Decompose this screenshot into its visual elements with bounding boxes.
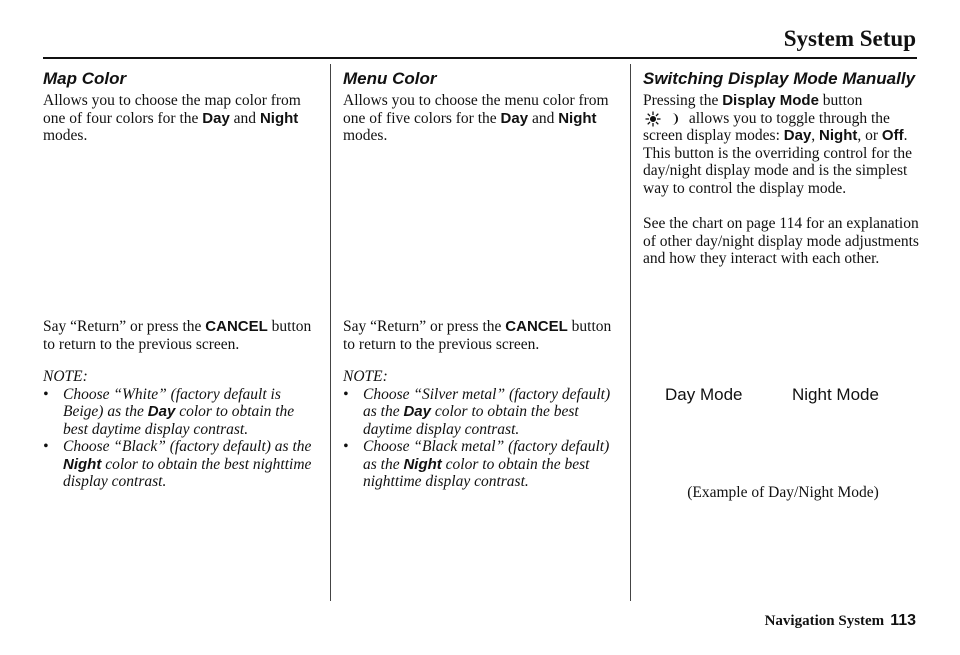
display-mode-label: Display Mode <box>722 92 819 109</box>
column-divider <box>630 64 631 601</box>
section-heading: Map Color <box>43 69 127 88</box>
note-block <box>43 368 318 491</box>
bullet-icon: • <box>43 385 49 403</box>
text: Say “Return” or press the <box>343 318 506 335</box>
return-instruction <box>343 318 618 353</box>
text: modes. <box>343 127 388 144</box>
text: color to obtain the best daytime display contrast. <box>63 403 295 438</box>
day-mode-label: Day Mode <box>665 385 743 404</box>
text: Choose “Black” (factory default) as the <box>63 438 312 455</box>
section-heading: Switching Display Mode Manually <box>643 69 916 88</box>
text: , or <box>857 127 882 144</box>
cancel-label: CANCEL <box>205 318 268 335</box>
off-label: Off <box>881 127 904 144</box>
map-color-section <box>43 68 318 490</box>
bullet-icon: • <box>343 385 349 403</box>
note-list <box>343 386 618 491</box>
night-label: Night <box>819 127 858 144</box>
menu-color-intro <box>343 92 618 145</box>
text: color to obtain the best nighttime display contrast. <box>363 455 590 490</box>
night-label: Night <box>558 109 597 127</box>
text: button to return to the previous screen. <box>43 318 312 353</box>
text: Choose “Black metal” (factory default) as the <box>363 438 610 473</box>
menu-color-section <box>343 68 618 490</box>
text: modes. <box>43 127 88 144</box>
text: . This button is the overriding control for the day/night display mode and is the simplest way to control the display mode. <box>643 127 913 197</box>
note-block <box>343 368 618 491</box>
day-label: Day <box>147 403 176 420</box>
note-label: NOTE: <box>343 368 388 385</box>
column-divider <box>330 64 331 601</box>
night-label: Night <box>403 455 442 473</box>
page-header <box>0 0 960 60</box>
text: color to obtain the best nighttime display contrast. <box>63 455 312 490</box>
text: and <box>229 109 260 127</box>
night-label: Night <box>63 455 102 473</box>
text: Allows you to choose the menu color from one of five colors for the <box>343 92 609 127</box>
night-label: Night <box>259 109 299 127</box>
book-title: Navigation System <box>764 613 885 629</box>
day-label: Day <box>403 403 431 420</box>
text: Choose “White” (factory default is Beige) as the <box>63 385 281 420</box>
map-color-intro <box>43 92 318 145</box>
bullet-icon: • <box>43 438 49 455</box>
list-item <box>343 386 618 439</box>
text: color to obtain the best daytime display contrast. <box>363 403 579 438</box>
chart-reference-paragraph: See the chart on page 114 for an explanation of other day/night display mode adjustments and how they interact with each other. <box>643 215 919 267</box>
page-title: System Setup <box>783 26 916 51</box>
text: Pressing the <box>643 92 723 109</box>
switching-display-section <box>643 68 923 268</box>
switching-paragraph <box>643 92 923 197</box>
cancel-label: CANCEL <box>505 318 568 335</box>
bullet-icon: • <box>343 438 349 455</box>
text: button <box>818 92 863 109</box>
note-label: NOTE: <box>43 368 88 385</box>
list-item <box>343 438 618 491</box>
sun-moon-icon <box>645 111 685 127</box>
text: Say “Return” or press the <box>43 318 206 335</box>
day-label: Day <box>783 127 812 144</box>
text: Choose “Silver metal” (factory default) as the <box>363 385 611 420</box>
text: , <box>811 127 820 144</box>
page-footer <box>765 612 916 630</box>
list-item <box>43 438 318 491</box>
day-label: Day <box>500 109 529 127</box>
note-list <box>43 386 318 491</box>
night-mode-label: Night Mode <box>792 385 879 404</box>
page-number: 113 <box>890 612 916 629</box>
text: and <box>528 109 559 127</box>
section-heading: Menu Color <box>343 69 437 88</box>
return-instruction <box>43 318 318 353</box>
figure-caption: (Example of Day/Night Mode) <box>687 484 879 501</box>
mode-figure <box>643 385 923 407</box>
header-rule <box>43 57 917 59</box>
text: Allows you to choose the map color from one of four colors for the <box>43 92 301 127</box>
list-item <box>43 386 318 439</box>
day-label: Day <box>202 109 230 127</box>
text: allows you to toggle through the screen display modes: <box>643 109 890 144</box>
text: button to return to the previous screen. <box>343 318 612 353</box>
